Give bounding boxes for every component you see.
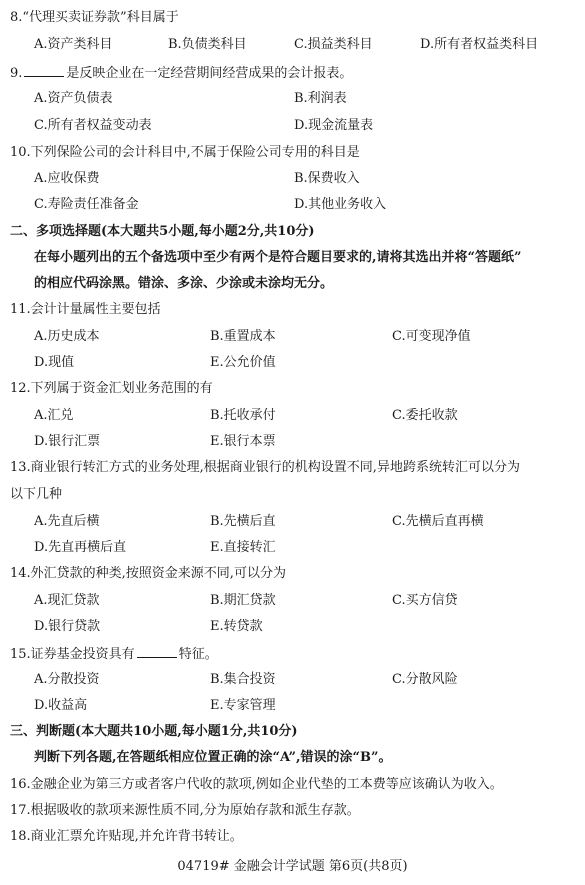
question-13-stem-line-2: 以下几种 [10,487,63,502]
question-13-stem-line-1: 13.商业银行转汇方式的业务处理,根据商业银行的机构设置不同,异地跨系统转汇可以分为 [10,460,520,475]
page-footer: 04719# 金融会计学试题 第6页(共8页) [177,859,408,874]
question-9-option-b: B.利润表 [294,91,347,106]
question-15-stem-post: 特征。 [178,647,218,662]
question-13-option-e: E.直接转汇 [210,540,276,555]
section-2-title: 二、多项选择题(本大题共5小题,每小题2分,共10分) [10,224,315,239]
question-8-option-d: D.所有者权益类科目 [420,37,539,52]
question-11-stem: 11.会计计量属性主要包括 [10,302,161,317]
question-13-option-d: D.先直再横后直 [34,540,127,555]
question-12-option-a: A.汇兑 [34,408,74,423]
question-15-option-e: E.专家管理 [210,698,276,713]
question-18: 18.商业汇票允许贴现,并允许背书转让。 [10,829,243,844]
question-13-option-b: B.先横后直 [210,514,276,529]
question-9-stem-text: 是反映企业在一定经营期间经营成果的会计报表。 [66,66,353,81]
question-number: 9. [10,66,23,81]
question-8-option-c: C.损益类科目 [294,37,373,52]
question-14-option-e: E.转贷款 [210,619,263,634]
question-12-option-e: E.银行本票 [210,434,276,449]
question-15-stem [10,645,218,664]
question-11-option-c: C.可变现净值 [392,329,471,344]
question-12-option-c: C.委托收款 [392,408,458,423]
question-15-stem-pre: 15.证券基金投资具有 [10,647,135,662]
question-10-option-b: B.保费收入 [294,171,360,186]
question-11-option-d: D.现值 [34,355,75,370]
section-2-instruction-line-2: 的相应代码涂黑。错涂、多涂、少涂或未涂均无分。 [34,276,334,291]
question-14-option-c: C.买方信贷 [392,593,458,608]
question-9-option-d: D.现金流量表 [294,118,374,133]
question-14-option-a: A.现汇贷款 [34,593,100,608]
question-10-option-d: D.其他业务收入 [294,197,387,212]
question-16: 16.金融企业为第三方或者客户代收的款项,例如企业代垫的工本费等应该确认为收入。 [10,777,503,792]
question-8-stem: 8.“代理买卖证券款”科目属于 [10,10,179,25]
question-10-option-a: A.应收保费 [34,171,100,186]
question-11-option-b: B.重置成本 [210,329,276,344]
question-14-option-b: B.期汇贷款 [210,593,276,608]
question-13-option-c: C.先横后直再横 [392,514,484,529]
question-9-stem [10,64,352,83]
section-2-instruction-line-1: 在每小题列出的五个备选项中至少有两个是符合题目要求的,请将其选出并将“答题纸” [34,250,522,265]
question-17: 17.根据吸收的款项来源性质不同,分为原始存款和派生存款。 [10,803,360,818]
question-11-option-e: E.公允价值 [210,355,276,370]
question-8-option-b: B.负债类科目 [168,37,247,52]
question-10-option-c: C.寿险责任准备金 [34,197,139,212]
question-15-option-b: B.集合投资 [210,672,276,687]
question-15-option-a: A.分散投资 [34,672,100,687]
question-15-option-c: C.分散风险 [392,672,458,687]
answer-blank [24,64,64,77]
question-12-option-d: D.银行汇票 [34,434,101,449]
question-10-stem: 10.下列保险公司的会计科目中,不属于保险公司专用的科目是 [10,145,360,160]
question-9-option-a: A.资产负债表 [34,91,113,106]
section-3-instruction: 判断下列各题,在答题纸相应位置正确的涂“A”,错误的涂“B”。 [34,750,392,765]
section-3-title: 三、判断题(本大题共10小题,每小题1分,共10分) [10,724,298,739]
question-14-stem: 14.外汇贷款的种类,按照资金来源不同,可以分为 [10,566,286,581]
answer-blank [137,645,177,658]
question-14-option-d: D.银行贷款 [34,619,101,634]
question-9-option-c: C.所有者权益变动表 [34,118,152,133]
question-8-option-a: A.资产类科目 [34,37,113,52]
question-12-option-b: B.托收承付 [210,408,276,423]
question-13-option-a: A.先直后横 [34,514,100,529]
question-12-stem: 12.下列属于资金汇划业务范围的有 [10,381,213,396]
question-11-option-a: A.历史成本 [34,329,100,344]
question-15-option-d: D.收益高 [34,698,88,713]
